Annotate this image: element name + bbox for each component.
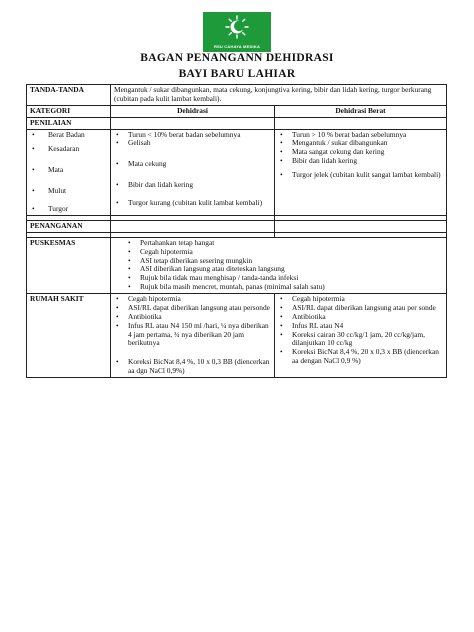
- puskesmas-label: PUSKESMAS: [27, 237, 111, 293]
- list-item: • ASI tetap diberikan sesering mungkin: [128, 255, 253, 265]
- kategori-row: [27, 105, 447, 117]
- kategori-dehidrasi-berat: Dehidrasi Berat: [275, 105, 447, 117]
- list-item: • Infus RL atau N4 150 ml /hari, ¼ nya diberikan 4 jam pertama, ¾ nya diberikan 20 jam berikutnya: [116, 320, 269, 348]
- tanda-row: [27, 85, 447, 106]
- list-item: • Turgor: [32, 204, 69, 213]
- rumah-sakit-dehidrasi: [111, 294, 275, 378]
- list-item: • Koreksi BicNat 8,4 %, 10 x 0,3 BB (diencerkan aa dgn NaCl 0,9%): [116, 357, 270, 376]
- list-item: • Koreksi BicNat 8,4 %, 20 x 0,3 x BB (diencerkan aa dengan NaCl 0,9 %): [280, 347, 439, 366]
- kategori-label: KATEGORI: [27, 105, 111, 117]
- list-item: • ASI diberikan langsung atau diteteskan langsung: [128, 264, 285, 274]
- list-item: • Mata sangat cekung dan kering: [280, 147, 385, 157]
- rumah-sakit-dehidrasi-berat: [275, 294, 447, 378]
- dehydration-table: [26, 84, 447, 378]
- tanda-label: TANDA-TANDA: [27, 85, 111, 106]
- list-item: • Cegah hipotermia: [128, 246, 193, 256]
- hospital-logo: [203, 12, 271, 52]
- list-item: • Mulut: [32, 186, 67, 196]
- sun-crescent-icon: [225, 15, 249, 39]
- list-item: • Kesadaran: [32, 144, 80, 154]
- rumah-sakit-label: RUMAH SAKIT: [27, 294, 111, 378]
- list-item: • Turgor jelek (cubitan kulit sangat lambat kembali): [280, 170, 441, 179]
- list-item: • Berat Badan: [32, 129, 85, 139]
- list-item: • Infus RL atau N4: [280, 320, 344, 330]
- penanganan-row: [27, 220, 447, 232]
- list-item: • Antibiotika: [280, 311, 326, 321]
- list-item: • Rujuk bila masih mencret, muntah, panas (minimal salah satu): [128, 282, 325, 292]
- penilaian-body-row: [27, 129, 447, 215]
- list-item: • Mengantuk / sukar dibangunkan: [280, 138, 388, 148]
- puskesmas-row: [27, 237, 447, 293]
- penanganan-label: PENANGANAN: [27, 220, 111, 232]
- list-item: • Turun < 10% berat badan sebelumnya: [116, 129, 241, 139]
- list-item: • Turun > 10 % berat badan sebelumnya: [280, 129, 407, 139]
- list-item: • Mata cekung: [116, 159, 167, 169]
- list-item: • Pertahankan tetap hangat: [128, 237, 215, 247]
- list-item: • Mata: [32, 165, 64, 175]
- list-item: • Turgor kurang (cubitan kulit lambat kembali): [116, 198, 263, 207]
- list-item: • Cegah hipotermia: [280, 294, 345, 303]
- list-item: • Cegah hipotermia: [116, 294, 181, 303]
- logo-text: RSU CAHAYA MEDIKA: [213, 44, 261, 49]
- penilaian-dehidrasi-berat: [275, 129, 447, 215]
- list-item: • Rujuk bila tidak mau menghisap / tanda-tanda infeksi: [128, 273, 299, 283]
- list-item: • Bibir dan lidah kering: [116, 180, 194, 190]
- penilaian-header-row: [27, 117, 447, 129]
- list-item: • Bibir dan lidah kering: [280, 156, 358, 166]
- puskesmas-items: [111, 237, 447, 293]
- kategori-dehidrasi: Dehidrasi: [111, 105, 275, 117]
- list-item: • Koreksi cairan 30 cc/kg/1 jam, 20 cc/kg/jam, dilanjutkan 10 cc/kg: [280, 329, 425, 348]
- tanda-text: Mengantuk / sukar dibangunkan, mata cekung, konjungtiva kering, bibir dan lidah kering, turgor berkurang (cubitan pada kulit lambat kembali).: [111, 85, 447, 106]
- list-item: • Antibiotika: [116, 311, 162, 321]
- list-item: • ASI/RL dapat diberikan langsung atau personde: [116, 302, 270, 312]
- document-subtitle: BAYI BARU LAHIAR: [178, 68, 296, 80]
- penilaian-names: [27, 129, 111, 215]
- list-item: • Gelisah: [116, 138, 151, 148]
- rumah-sakit-row: [27, 294, 447, 378]
- document-title: BAGAN PENANGANN DEHIDRASI: [140, 52, 334, 64]
- penilaian-label: PENILAIAN: [27, 117, 111, 129]
- list-item: • ASI/RL dapat diberikan langsung atau per sonde: [280, 302, 436, 312]
- penilaian-dehidrasi: [111, 129, 275, 215]
